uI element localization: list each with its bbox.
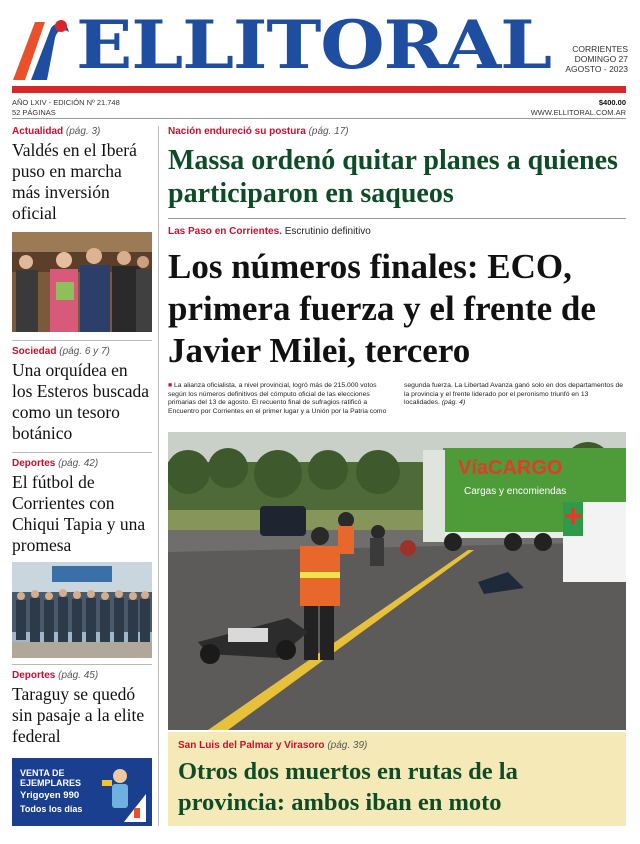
side-story-2[interactable]: Sociedad (pág. 6 y 7) Una orquídea en los Esteros buscada como un tesoro botánico	[12, 346, 152, 444]
logo-icon	[11, 12, 71, 82]
dateline: CORRIENTES DOMINGO 27 AGOSTO - 2023	[565, 44, 628, 74]
vendor-icon	[98, 764, 148, 822]
promo-line1: VENTA DE EJEMPLARES	[20, 768, 82, 788]
story2-headline[interactable]: Los números finales: ECO, primera fuerza y el frente de Javier Milei, tercero	[168, 247, 596, 370]
story2-deck: ■ La alianza oficialista, a nivel provincial, logró más de 215.000 votos según los números definitivos del cómputo oficial de las elecciones primarias del 13 de agosto. El recuento final de sufragios ratificó a Encuentro por Corrientes en el primer lugar y a Unión por la Patria como segunda fuerza. La Libertad Avanza ganó solo en dos departamentos de la provincia y el frente liderado por el peronismo triunfó en 13 localidades. (pág. 4)	[168, 382, 624, 415]
side-story-4[interactable]: Deportes (pág. 45) Taraguy se quedó sin pasaje a la elite federal	[12, 670, 152, 747]
truck-subtitle: Cargas y encomiendas	[464, 486, 567, 497]
main-photo-accident	[168, 432, 626, 730]
promo-days: Todos los días	[20, 804, 83, 814]
story3-headline: Otros dos muertos en rutas de la provincia: ambos iban en moto	[178, 758, 518, 816]
story1-kicker: Nación endureció su postura (pág. 17)	[168, 126, 349, 137]
price: $400.00	[598, 98, 626, 107]
promo-address: Yrigoyen 990	[20, 790, 80, 801]
story3-kicker: San Luis del Palmar y Virasoro (pág. 39)	[178, 740, 368, 751]
side-headline: Una orquídea en los Esteros buscada como un tesoro botánico	[12, 360, 150, 443]
story2-kicker: Las Paso en Corrientes. Escrutinio definitivo	[168, 226, 371, 237]
column-divider	[158, 126, 159, 826]
side-headline: Taraguy se quedó sin pasaje a la elite federal	[12, 684, 145, 746]
edition-info	[12, 97, 626, 119]
masthead	[8, 8, 632, 88]
website: WWW.ELLITORAL.COM.AR	[530, 107, 626, 117]
side-story-3[interactable]: Deportes (pág. 42) El fútbol de Corrientes con Chiqui Tapia y una promesa	[12, 458, 152, 556]
story1-headline[interactable]: Massa ordenó quitar planes a quienes participaron en saqueos	[168, 145, 618, 209]
side-headline: Valdés en el Iberá puso en marcha más inversión oficial	[12, 140, 137, 223]
truck-brand: VíaCARGO	[458, 457, 563, 479]
side-photo-tapia	[12, 562, 152, 658]
story3-box[interactable]	[168, 732, 626, 826]
side-headline: El fútbol de Corrientes con Chiqui Tapia y una promesa	[12, 472, 146, 555]
side-story-1[interactable]: Actualidad (pág. 3) Valdés en el Iberá puso en marcha más inversión oficial	[12, 126, 152, 224]
sales-promo[interactable]	[12, 758, 152, 826]
newspaper-name: ELLITORAL	[76, 6, 551, 84]
page-count: 52 PÁGINAS	[12, 107, 56, 117]
side-photo-valdes	[12, 232, 152, 332]
edition-number: AÑO LXIV - EDICIÓN Nº 21.748	[12, 98, 120, 107]
red-rule	[12, 86, 626, 93]
